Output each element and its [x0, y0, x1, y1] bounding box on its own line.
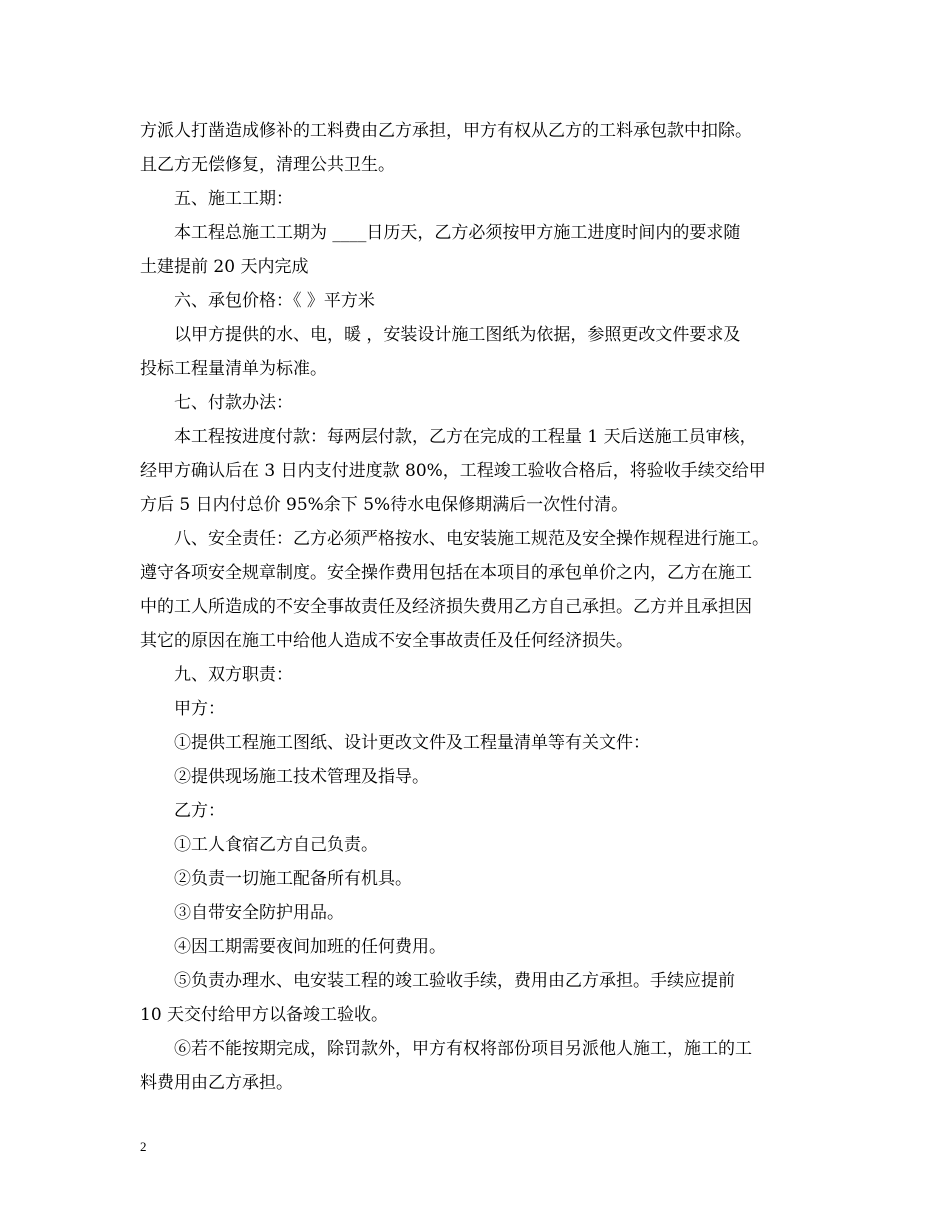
list-item: ④因工期需要夜间加班的任何费用。 [174, 937, 446, 957]
text-line: 经甲方确认后在 3 日内支付进度款 80%，工程竣工验收合格后，将验收手续交给甲 [140, 461, 766, 481]
section-heading-safety: 八、安全责任：乙方必须严格按水、电安装施工规范及安全操作规程进行施工。 [174, 529, 769, 549]
list-item: ③自带安全防护用品。 [174, 903, 344, 923]
party-b-heading: 乙方： [174, 801, 225, 821]
list-item: ⑥若不能按期完成，除罚款外，甲方有权将部份项目另派他人施工，施工的工 [174, 1039, 752, 1059]
text-line: 其它的原因在施工中给他人造成不安全事故责任及任何经济损失。 [140, 631, 633, 651]
list-item: ①工人食宿乙方自己负责。 [174, 835, 378, 855]
list-item: ①提供工程施工图纸、设计更改文件及工程量清单等有关文件： [174, 733, 650, 753]
text-line: 且乙方无偿修复，清理公共卫生。 [140, 155, 395, 175]
text-line: 以甲方提供的水、电，暖 ，安装设计施工图纸为依据，参照更改文件要求及 [174, 325, 741, 345]
section-heading-payment: 七、付款办法： [174, 393, 293, 413]
text-line: 本工程按进度付款：每两层付款，乙方在完成的工程量 1 天后送施工员审核， [174, 427, 757, 447]
document-body [140, 114, 812, 1100]
text-line: 本工程总施工工期为 ____日历天，乙方必须按甲方施工进度时间内的要求随 [174, 223, 741, 243]
page-number: 2 [140, 1139, 147, 1154]
text-line: 土建提前 20 天内完成 [140, 257, 309, 277]
list-item: ②提供现场施工技术管理及指导。 [174, 767, 429, 787]
text-line: 方派人打凿造成修补的工料费由乙方承担，甲方有权从乙方的工料承包款中扣除。 [140, 121, 752, 141]
list-item: ⑤负责办理水、电安装工程的竣工验收手续，费用由乙方承担。手续应提前 [174, 971, 735, 991]
text-line: 料费用由乙方承担。 [140, 1073, 293, 1093]
text-line: 遵守各项安全规章制度。安全操作费用包括在本项目的承包单价之内，乙方在施工 [140, 563, 752, 583]
section-heading-duties: 九、双方职责： [174, 665, 293, 685]
list-item: ②负责一切施工配备所有机具。 [174, 869, 412, 889]
party-a-heading: 甲方： [174, 699, 225, 719]
section-heading-price: 六、承包价格：《 》平方米 [174, 291, 375, 311]
text-line: 10 天交付给甲方以备竣工验收。 [140, 1005, 389, 1025]
text-line: 投标工程量清单为标准。 [140, 359, 327, 379]
section-heading-schedule: 五、施工工期： [174, 189, 293, 209]
text-line: 方后 5 日内付总价 95%余下 5%待水电保修期满后一次性付清。 [140, 495, 629, 515]
text-line: 中的工人所造成的不安全事故责任及经济损失费用乙方自己承担。乙方并且承担因 [140, 597, 752, 617]
